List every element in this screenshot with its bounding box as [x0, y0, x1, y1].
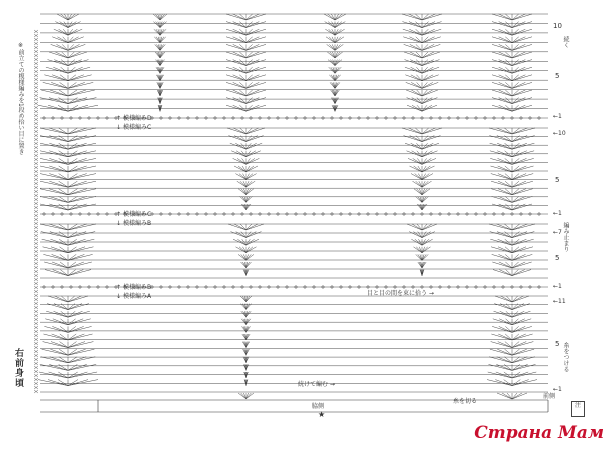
fan-column-top-0 — [40, 98, 97, 104]
fan-column-top-2 — [226, 14, 266, 20]
fan-column-second-0 — [40, 189, 96, 195]
fan-column-top-3 — [329, 75, 340, 81]
fan-column-third-1 — [241, 262, 252, 268]
fan-column-fourth-1 — [243, 357, 249, 363]
thread-note: 糸をつける — [562, 342, 569, 372]
fan-column-top-1 — [153, 14, 167, 20]
site-watermark: Страна Мам — [474, 423, 604, 443]
fan-column-fourth-0 — [39, 372, 97, 378]
pattern-label-b1: ↓ 模様編みB — [116, 220, 152, 227]
fan-column-second-0 — [40, 204, 96, 210]
fan-column-third-1 — [243, 270, 249, 276]
fan-column-second-2 — [416, 196, 429, 202]
fan-column-top-4 — [403, 37, 441, 43]
fan-column-top-2 — [226, 22, 266, 28]
fan-column-second-2 — [413, 181, 432, 187]
fan-column-top-1 — [156, 67, 164, 73]
fan-column-third-2 — [407, 224, 437, 230]
fan-column-fourth-2 — [488, 372, 537, 378]
fan-column-top-0 — [55, 22, 80, 28]
fan-column-second-1 — [241, 204, 251, 210]
fan-column-top-3 — [327, 52, 342, 58]
fan-column-second-3 — [491, 181, 533, 187]
fan-column-top-0 — [49, 52, 87, 58]
row-num-top-1: ←1 — [553, 113, 562, 120]
fan-column-fourth-2 — [487, 380, 537, 386]
side-note: 脇側 — [312, 403, 325, 410]
fan-column-second-1 — [240, 196, 253, 202]
fan-column-fourth-2 — [492, 326, 532, 332]
fan-column-top-4 — [405, 60, 440, 66]
fan-column-third-3 — [492, 254, 533, 260]
fan-column-top-2 — [226, 44, 266, 50]
row-num-third-5: 5 — [555, 254, 560, 262]
fan-column-top-0 — [54, 29, 82, 35]
fan-column-fourth-1 — [240, 296, 252, 302]
fan-column-top-1 — [155, 44, 166, 50]
fan-column-top-4 — [406, 90, 438, 96]
fan-column-third-2 — [414, 247, 431, 253]
fan-column-third-1 — [238, 254, 254, 260]
fan-column-top-2 — [226, 29, 266, 35]
row-num-top-5: 5 — [555, 72, 560, 80]
fan-column-second-2 — [408, 158, 436, 164]
fan-column-fourth-0 — [46, 311, 90, 317]
fan-column-top-5 — [492, 82, 532, 88]
fan-column-top-3 — [331, 90, 340, 96]
row-num-third-1: ←1 — [553, 283, 562, 290]
fan-column-fourth-0 — [45, 319, 90, 325]
fan-column-fourth-1 — [240, 304, 251, 310]
fan-column-top-2 — [226, 75, 266, 81]
fan-column-top-1 — [156, 75, 163, 81]
fan-column-top-0 — [46, 67, 90, 73]
fan-column-second-0 — [40, 128, 96, 134]
fan-column-fourth-0 — [42, 349, 95, 355]
pattern-label-d: ↑ 模様編みD — [116, 115, 152, 122]
fan-column-third-3 — [492, 262, 531, 268]
fan-column-fourth-0 — [47, 304, 89, 310]
fan-column-fourth-0 — [43, 342, 94, 348]
pattern-label-b2: ↑ 模様編みB — [116, 284, 152, 291]
fan-column-second-2 — [405, 143, 439, 149]
fan-column-second-1 — [237, 181, 255, 187]
kiri-note: 糸を切る — [453, 398, 478, 405]
fan-column-top-4 — [404, 52, 440, 58]
fan-column-top-1 — [157, 90, 163, 96]
row-num-second-10: ←10 — [553, 130, 566, 137]
continue-note: 続けて編む → — [298, 381, 335, 388]
fan-column-fourth-2 — [495, 296, 529, 302]
fan-column-second-0 — [40, 181, 96, 187]
fan-column-third-2 — [420, 270, 424, 276]
fan-column-fourth-1 — [241, 311, 252, 317]
fan-column-second-3 — [489, 128, 535, 134]
fan-column-second-1 — [227, 128, 265, 134]
pattern-label-c1: ↓ 模様編みC — [116, 124, 152, 131]
fan-column-top-0 — [52, 37, 84, 43]
fan-column-fourth-1 — [241, 319, 251, 325]
fan-column-top-3 — [329, 67, 342, 73]
fan-column-top-2 — [226, 67, 266, 73]
fan-column-third-2 — [409, 232, 435, 238]
fan-column-top-3 — [325, 22, 346, 28]
fan-column-fourth-0 — [38, 380, 98, 386]
base-fan — [238, 393, 254, 399]
fan-column-top-5 — [492, 98, 532, 104]
note-box: 注 — [571, 401, 585, 417]
fan-column-second-1 — [235, 174, 256, 180]
fan-column-top-3 — [327, 44, 344, 50]
fan-column-third-2 — [418, 262, 426, 268]
fan-column-top-2 — [226, 90, 266, 96]
fan-column-top-5 — [492, 67, 532, 73]
fan-column-top-1 — [154, 37, 166, 43]
fan-column-fourth-1 — [243, 364, 248, 370]
fan-column-fourth-0 — [40, 364, 96, 370]
fan-column-top-0 — [51, 44, 86, 50]
start-note: 前側 — [543, 393, 556, 400]
fan-column-second-2 — [402, 128, 442, 134]
fan-column-top-5 — [492, 14, 532, 20]
fan-column-fourth-2 — [494, 304, 529, 310]
fan-column-top-4 — [407, 105, 437, 111]
row-num-second-5: 5 — [555, 176, 560, 184]
fan-column-top-1 — [158, 105, 162, 111]
fan-column-top-2 — [226, 105, 266, 111]
fan-column-fourth-0 — [48, 296, 88, 302]
fan-column-second-3 — [491, 189, 532, 195]
fan-column-top-4 — [405, 75, 438, 81]
fan-column-top-0 — [38, 105, 98, 111]
fan-column-third-0 — [43, 247, 94, 253]
fan-column-third-0 — [41, 232, 95, 238]
fan-column-top-4 — [405, 67, 439, 73]
fan-column-third-1 — [236, 247, 257, 253]
stop-note: 編み止まり — [562, 222, 569, 252]
fan-column-second-0 — [40, 158, 96, 164]
fan-column-top-0 — [43, 82, 94, 88]
fan-column-second-3 — [490, 158, 534, 164]
fan-column-third-0 — [43, 254, 92, 260]
fan-column-second-3 — [491, 174, 533, 180]
fan-column-third-3 — [489, 224, 535, 230]
tsuzuku-note: 続く — [562, 36, 569, 48]
row-num-fourth-5: 5 — [555, 340, 560, 348]
fan-column-third-1 — [228, 224, 264, 230]
fan-column-second-2 — [417, 204, 427, 210]
fan-column-top-1 — [155, 52, 165, 58]
fan-column-top-0 — [44, 75, 91, 81]
fan-column-second-3 — [492, 196, 533, 202]
fan-column-top-4 — [403, 29, 441, 35]
fan-column-third-1 — [231, 232, 262, 238]
fan-column-top-2 — [226, 98, 266, 104]
fan-column-fourth-0 — [41, 357, 96, 363]
row-num-second-1: ←1 — [553, 210, 562, 217]
fan-column-top-5 — [492, 60, 532, 66]
fan-column-top-2 — [226, 52, 266, 58]
fan-column-third-0 — [44, 262, 92, 268]
fan-column-third-0 — [45, 270, 91, 276]
fan-column-second-1 — [233, 158, 260, 164]
left-note: ※前立ての模様編みを1段め拾い目に置き — [17, 42, 24, 155]
fan-column-top-4 — [407, 98, 438, 104]
fan-column-second-0 — [40, 196, 96, 202]
fan-column-top-1 — [158, 98, 163, 104]
fan-column-top-4 — [404, 44, 441, 50]
base-fan — [497, 393, 527, 399]
fan-column-top-5 — [492, 37, 532, 43]
fan-column-fourth-1 — [242, 342, 250, 348]
fan-column-top-2 — [226, 37, 266, 43]
fan-column-third-0 — [40, 224, 96, 230]
fan-column-top-1 — [156, 60, 165, 66]
fan-column-third-3 — [490, 232, 535, 238]
fan-column-fourth-2 — [489, 357, 535, 363]
fan-column-third-3 — [493, 270, 531, 276]
fan-column-top-3 — [325, 29, 344, 35]
fan-column-fourth-0 — [43, 334, 92, 340]
fan-column-second-3 — [492, 204, 532, 210]
fan-column-top-3 — [330, 82, 340, 88]
fan-column-top-2 — [226, 82, 266, 88]
fan-column-top-3 — [332, 105, 338, 111]
fan-column-top-5 — [492, 105, 532, 111]
fan-column-fourth-2 — [491, 334, 532, 340]
fan-column-second-0 — [40, 143, 96, 149]
fan-column-top-3 — [328, 60, 342, 66]
fan-column-fourth-1 — [241, 326, 250, 332]
star-mark: ★ — [318, 410, 326, 419]
fan-column-top-3 — [326, 37, 344, 43]
fan-column-second-1 — [230, 143, 262, 149]
pattern-label-a: ↓ 模様編みA — [116, 293, 152, 300]
fan-column-fourth-1 — [243, 349, 250, 355]
fan-column-top-1 — [154, 29, 166, 35]
fan-column-second-0 — [40, 174, 96, 180]
fan-column-fourth-1 — [244, 372, 249, 378]
fan-column-second-3 — [490, 143, 535, 149]
piece-title: 右前身頃 — [13, 348, 23, 388]
fan-column-fourth-2 — [494, 311, 531, 317]
fan-column-top-5 — [492, 22, 532, 28]
pattern-label-c2: ↑ 模様編みC — [116, 211, 152, 218]
fan-column-top-4 — [406, 82, 439, 88]
fan-column-top-5 — [492, 90, 532, 96]
fan-column-top-4 — [402, 14, 442, 20]
fan-column-second-2 — [414, 189, 430, 195]
fan-column-second-1 — [238, 189, 254, 195]
fan-column-top-1 — [157, 82, 164, 88]
fan-column-fourth-2 — [488, 364, 535, 370]
between-note: 目と目の間を束に拾う → — [367, 290, 434, 297]
fan-column-fourth-1 — [242, 334, 250, 340]
fan-column-fourth-1 — [244, 380, 248, 386]
fan-column-fourth-0 — [44, 326, 91, 332]
fan-column-top-0 — [48, 60, 89, 66]
fan-column-top-0 — [41, 90, 95, 96]
fan-column-top-1 — [153, 22, 166, 28]
fan-column-fourth-2 — [491, 342, 534, 348]
row-num-third-7: ←7 — [553, 229, 562, 236]
fan-column-top-4 — [402, 22, 441, 28]
fan-column-top-5 — [492, 52, 532, 58]
fan-column-top-3 — [331, 98, 338, 104]
fan-column-fourth-2 — [493, 319, 531, 325]
fan-column-top-2 — [226, 60, 266, 66]
row-num-fourth-1: ←1 — [553, 386, 562, 393]
fan-column-fourth-2 — [490, 349, 534, 355]
fan-column-top-5 — [492, 44, 532, 50]
row-num-top-10: 10 — [553, 22, 562, 30]
fan-column-top-5 — [492, 75, 532, 81]
fan-column-top-0 — [57, 14, 79, 20]
fan-column-top-5 — [492, 29, 532, 35]
fan-column-second-2 — [411, 174, 433, 180]
fan-column-third-2 — [416, 254, 429, 260]
row-num-fourth-11: ←11 — [553, 298, 566, 305]
fan-column-third-3 — [491, 247, 533, 253]
fan-column-top-3 — [324, 14, 346, 20]
